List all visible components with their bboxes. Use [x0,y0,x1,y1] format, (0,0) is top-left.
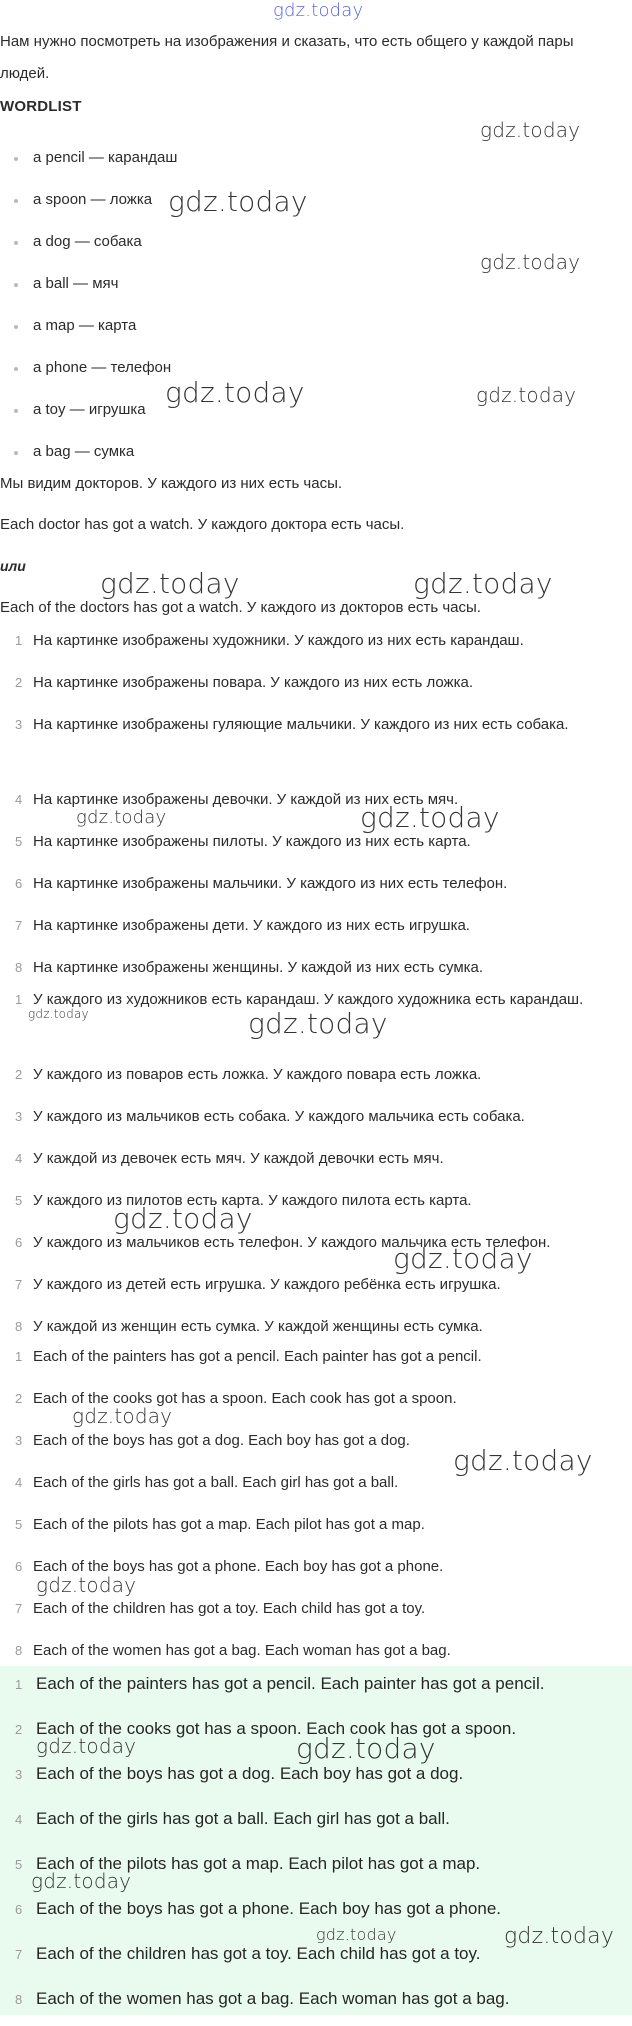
list-item: 2 На картинке изображены повара. У каждого из них есть ложка. [15,674,473,691]
list-item: 7 Each of the children has got a toy. Each child has got a toy. [15,1600,426,1617]
watermark: gdz.today [100,567,240,600]
example-en-2: Each of the doctors has got a watch. У каждого из докторов есть часы. [0,599,481,616]
list-item: 3 Each of the boys has got a dog. Each boy has got a dog. [15,1432,410,1449]
list-item: 5 На картинке изображены пилоты. У каждого из них есть карта. [15,833,471,850]
watermark: gdz.today [504,1924,615,1949]
or-label: или [0,558,26,574]
example-ru: Мы видим докторов. У каждого из них есть часы. [0,475,343,492]
answer-item: 6 Each of the boys has got a phone. Each boy has got a phone. [15,1899,502,1918]
list-item: 5 Each of the pilots has got a map. Each pilot has got a map. [15,1516,425,1533]
wordlist-heading: WORDLIST [0,98,82,115]
watermark: gdz.today [360,801,500,834]
example-en-1: Each doctor has got a watch. У каждого доктора есть часы. [0,516,405,533]
watermark-top: gdz.today [273,0,364,21]
watermark: gdz.today [168,185,308,218]
answer-item: 2 Each of the cooks got has a spoon. Each cook has got a spoon. [15,1719,517,1738]
watermark: gdz.today [480,118,581,142]
list-item: 5 У каждого из пилотов есть карта. У каждого пилота есть карта. [15,1192,472,1209]
list-item: 6 Each of the boys has got a phone. Each boy has got a phone. [15,1558,444,1575]
list-item: 4 Each of the girls has got a ball. Each girl has got a ball. [15,1474,399,1491]
watermark: gdz.today [36,1734,137,1758]
list-item: 8 На картинке изображены женщины. У каждой из них есть сумка. [15,959,484,976]
answer-item: 7 Each of the children has got a toy. Each child has got a toy. [15,1944,481,1963]
answer-item: 4 Each of the girls has got a ball. Each girl has got a ball. [15,1809,450,1828]
list-item: 1 Each of the painters has got a pencil. Each painter has got a pencil. [15,1348,482,1365]
intro-text: Нам нужно посмотреть на изображения и сказать, что есть общего у каждой пары людей. [0,33,574,82]
watermark: gdz.today [480,250,581,274]
watermark: gdz.today [76,807,167,828]
watermark: gdz.today [31,1869,132,1893]
list-item: 2 Each of the cooks got has a spoon. Each cook has got a spoon. [15,1390,457,1407]
list-item: 1 На картинке изображены художники. У каждого из них есть карандаш. [15,632,524,649]
answer-item: 3 Each of the boys has got a dog. Each boy has got a dog. [15,1764,464,1783]
watermark: gdz.today [113,1202,253,1235]
watermark: gdz.today [28,1007,89,1021]
watermark: gdz.today [393,1242,533,1275]
list-item: 7 На картинке изображены дети. У каждого из них есть игрушка. [15,917,470,934]
watermark: gdz.today [296,1732,436,1765]
answers-list [0,1666,625,2026]
wordlist-item: a bag — сумка [0,437,600,479]
list-item: 8 Each of the women has got a bag. Each woman has got a bag. [15,1642,451,1659]
watermark: gdz.today [248,1007,388,1040]
watermark: gdz.today [413,567,553,600]
list-item: 3 У каждого из мальчиков есть собака. У каждого мальчика есть собака. [15,1108,525,1125]
answer-item: 8 Each of the women has got a bag. Each woman has got a bag. [15,1989,510,2008]
watermark: gdz.today [72,1404,173,1428]
list-item: 3 На картинке изображены гуляющие мальчики. У каждого из них есть собака. [15,716,569,733]
list-item: 6 На картинке изображены мальчики. У каждого из них есть телефон. [15,875,508,892]
watermark: gdz.today [476,383,577,407]
list-item: 2 У каждого из поваров есть ложка. У каждого повара есть ложка. [15,1066,482,1083]
list-item: 1 У каждого из художников есть карандаш. У каждого художника есть карандаш. [15,991,584,1008]
wordlist-item: a phone — телефон [0,353,600,395]
list-item: 4 У каждой из девочек есть мяч. У каждой девочки есть мяч. [15,1150,444,1167]
list-item: 6 У каждого из мальчиков есть телефон. У каждого мальчика есть телефон. [15,1234,551,1251]
watermark: gdz.today [453,1444,593,1477]
list-item: 4 На картинке изображены девочки. У каждой из них есть мяч. [15,791,459,808]
wordlist-item: a dog — собака [0,227,600,269]
answer-item: 1 Each of the painters has got a pencil. Each painter has got a pencil. [15,1674,545,1693]
list-item: 8 У каждой из женщин есть сумка. У каждой женщины есть сумка. [15,1318,483,1335]
wordlist-item: a pencil — карандаш [0,143,600,185]
watermark: gdz.today [316,1925,397,1944]
answer-item: 5 Each of the pilots has got a map. Each pilot has got a map. [15,1854,481,1873]
watermark: gdz.today [165,376,305,409]
wordlist-item: a ball — мяч [0,269,600,311]
wordlist-item: a toy — игрушка [0,395,600,437]
list-item: 7 У каждого из детей есть игрушка. У каждого ребёнка есть игрушка. [15,1276,501,1293]
wordlist-item: a map — карта [0,311,600,353]
wordlist-item: a spoon — ложка [0,185,600,227]
watermark: gdz.today [36,1573,137,1597]
english-list [0,1340,625,1676]
